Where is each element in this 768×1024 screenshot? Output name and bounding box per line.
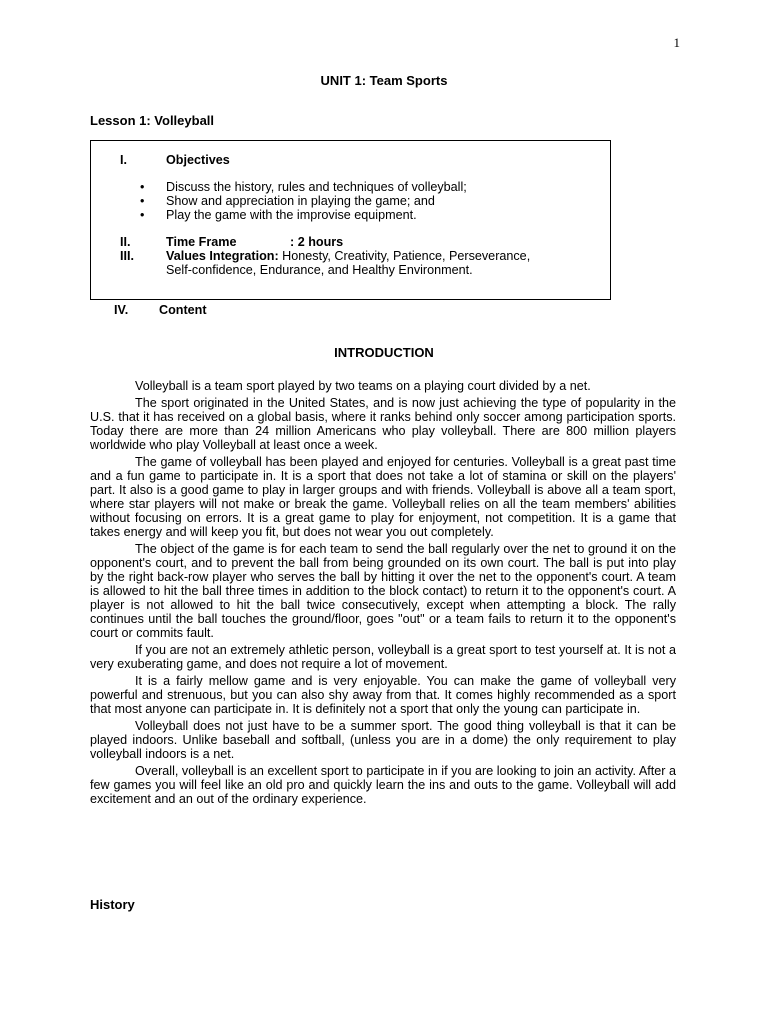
paragraph: If you are not an extremely athletic person, volleyball is a great sport to test yourself at. It is not a very exuberating game, and does not require a lot of movement.: [90, 643, 676, 671]
lesson-title: Lesson 1: Volleyball: [90, 113, 215, 128]
values-integration-text: Honesty, Creativity, Patience, Perseverance,: [278, 249, 531, 263]
values-integration-line: [166, 249, 530, 263]
paragraph: Volleyball is a team sport played by two teams on a playing court divided by a net.: [135, 379, 591, 393]
time-frame-label: Time Frame: [166, 235, 237, 249]
paragraph: Volleyball does not just have to be a summer sport. The good thing volleyball is that it can be played indoors. Unlike baseball and softball, (unless you are in a dome) the only requirement to play volleyball indoors is a net.: [90, 719, 676, 761]
paragraph: Overall, volleyball is an excellent sport to participate in if you are looking to join an activity. After a few games you will feel like an old pro and quickly learn the ins and outs to the game. Volleyball will add excitement and an out of the ordinary experience.: [90, 764, 676, 806]
introduction-heading: INTRODUCTION: [334, 345, 434, 360]
page-number: 1: [673, 35, 680, 50]
values-integration-line-2: Self-confidence, Endurance, and Healthy Environment.: [166, 263, 473, 277]
objectives-number: I.: [120, 153, 127, 167]
history-heading: History: [90, 897, 135, 912]
paragraph: The object of the game is for each team to send the ball regularly over the net to ground it on the opponent's court, and to prevent the ball from being grounded on its own court. The ball is put into play by the right back-row player who serves the ball by hitting it over the net to the opponent's court. A team is allowed to hit the ball three times in addition to the block contact) to return it to the opponent's court. A player is not allowed to hit the ball twice consecutively, except when attempting a block. The rally continues until the ball touches the ground/floor, goes "out" or a team fails to return it to the opponent's court or commits fault.: [90, 542, 676, 640]
objective-item: • Discuss the history, rules and techniques of volleyball;: [140, 180, 467, 194]
time-frame-value: : 2 hours: [290, 235, 344, 249]
paragraph: The game of volleyball has been played and enjoyed for centuries. Volleyball is a great past time and a fun game to participate in. It is a sport that does not take a lot of stamina or skill on the players' part. It also is a good game to play in larger groups and with friends. Volleyball is above all a team sport, where star players will not make or break the game. Volleyball relies on all the team members' abilities without focusing on errors. It is a great game to play for enjoyment, not competition. It is a game that takes energy and will keep you fit, but does not wear you out completely.: [90, 455, 676, 539]
objective-item: • Play the game with the improvise equipment.: [140, 208, 467, 222]
values-integration-label: Values Integration:: [166, 249, 279, 263]
objectives-list: [140, 180, 467, 222]
content-number: IV.: [114, 303, 129, 317]
content-label: Content: [159, 303, 207, 317]
objective-item: • Show and appreciation in playing the game; and: [140, 194, 467, 208]
paragraph: It is a fairly mellow game and is very enjoyable. You can make the game of volleyball very powerful and strenuous, but you can also shy away from that. It comes highly recommended as a sport that most anyone can participate in. It is definitely not a sport that only the young can participate in.: [90, 674, 676, 716]
unit-title: UNIT 1: Team Sports: [320, 73, 448, 88]
time-frame-number: II.: [120, 235, 131, 249]
objectives-heading: Objectives: [166, 153, 230, 167]
values-number: III.: [120, 249, 134, 263]
introduction-body: [90, 379, 676, 809]
paragraph: The sport originated in the United States, and is now just achieving the type of popularity in the U.S. that it has received on a global basis, where it ranks behind only soccer among participation sports. Today there are more than 24 million Americans who play volleyball. There are 800 million players worldwide who play Volleyball at least once a week.: [90, 396, 676, 452]
